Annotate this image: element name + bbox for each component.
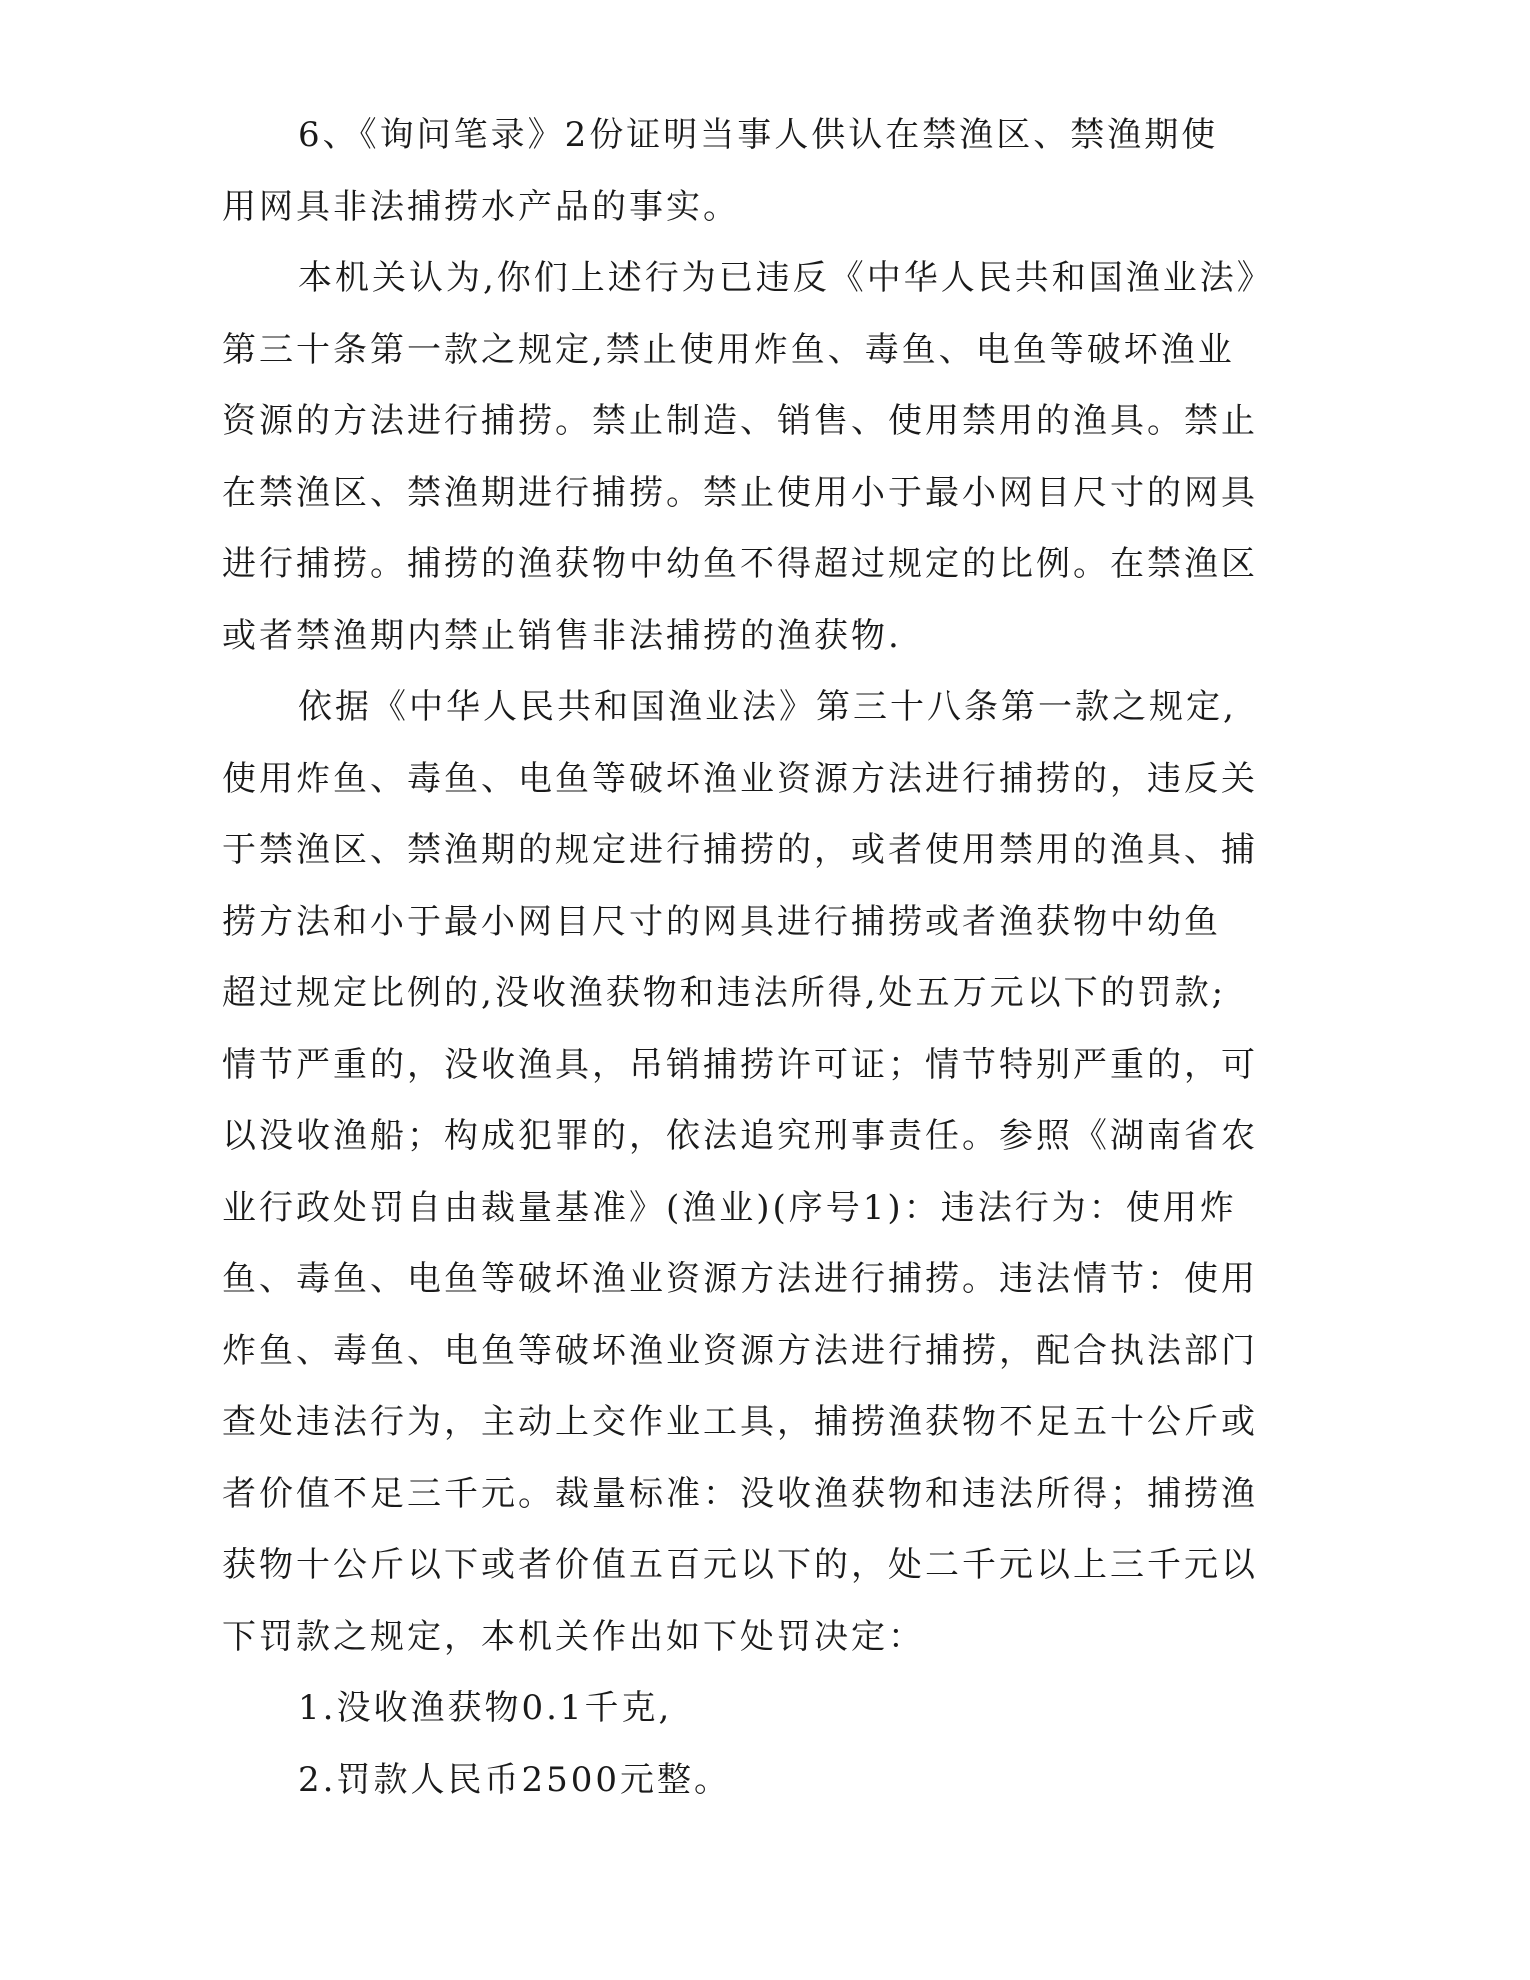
text-line: 业行政处罚自由裁量基准》(渔业)(序号1)：违法行为：使用炸	[222, 1187, 1237, 1228]
text-line: 或者禁渔期内禁止销售非法捕捞的渔获物.	[222, 615, 902, 656]
text-line: 查处违法行为，主动上交作业工具，捕捞渔获物不足五十公斤或	[222, 1402, 1258, 1442]
text-line: 超过规定比例的,没收渔获物和违法所得,处五万元以下的罚款;	[222, 973, 1227, 1013]
text-line: 于禁渔区、禁渔期的规定进行捕捞的，或者使用禁用的渔具、捕	[222, 830, 1258, 870]
text-line: 炸鱼、毒鱼、电鱼等破坏渔业资源方法进行捕捞，配合执法部门	[222, 1330, 1258, 1371]
text-line: 用网具非法捕捞水产品的事实。	[222, 186, 740, 227]
decision-item-fine: 2.罚款人民币2500元整。	[298, 1759, 731, 1800]
text-line: 在禁渔区、禁渔期进行捕捞。禁止使用小于最小网目尺寸的网具	[222, 472, 1258, 513]
text-line: 6、《询问笔录》2份证明当事人供认在禁渔区、禁渔期使	[298, 115, 1219, 155]
text-line: 使用炸鱼、毒鱼、电鱼等破坏渔业资源方法进行捕捞的，违反关	[222, 758, 1258, 799]
text-line: 情节严重的，没收渔具，吊销捕捞许可证；情节特别严重的，可	[222, 1044, 1258, 1085]
decision-item-confiscation: 1.没收渔获物0.1千克,	[298, 1688, 673, 1728]
text-line: 鱼、毒鱼、电鱼等破坏渔业资源方法进行捕捞。违法情节：使用	[222, 1259, 1258, 1299]
text-line: 下罚款之规定，本机关作出如下处罚决定：	[222, 1616, 925, 1657]
evidence-paragraph	[222, 100, 1272, 243]
text-line: 依据《中华人民共和国渔业法》第三十八条第一款之规定,	[298, 687, 1237, 727]
text-line: 者价值不足三千元。裁量标准：没收渔获物和违法所得；捕捞渔	[222, 1473, 1258, 1514]
text-line: 获物十公斤以下或者价值五百元以下的，处二千元以上三千元以	[222, 1545, 1258, 1585]
text-line: 以没收渔船；构成犯罪的，依法追究刑事责任。参照《湖南省农	[222, 1116, 1258, 1156]
text-line: 本机关认为,你们上述行为已违反《中华人民共和国渔业法》	[298, 258, 1274, 298]
text-line: 进行捕捞。捕捞的渔获物中幼鱼不得超过规定的比例。在禁渔区	[222, 544, 1258, 584]
text-line: 捞方法和小于最小网目尺寸的网具进行捕捞或者渔获物中幼鱼	[222, 901, 1221, 942]
decision-list	[222, 1673, 1272, 1816]
violation-paragraph	[222, 243, 1272, 672]
document-body	[222, 100, 1272, 1816]
text-line: 第三十条第一款之规定,禁止使用炸鱼、毒鱼、电鱼等破坏渔业	[222, 329, 1235, 370]
legal-basis-paragraph	[222, 672, 1272, 1673]
text-line: 资源的方法进行捕捞。禁止制造、销售、使用禁用的渔具。禁止	[222, 401, 1258, 441]
